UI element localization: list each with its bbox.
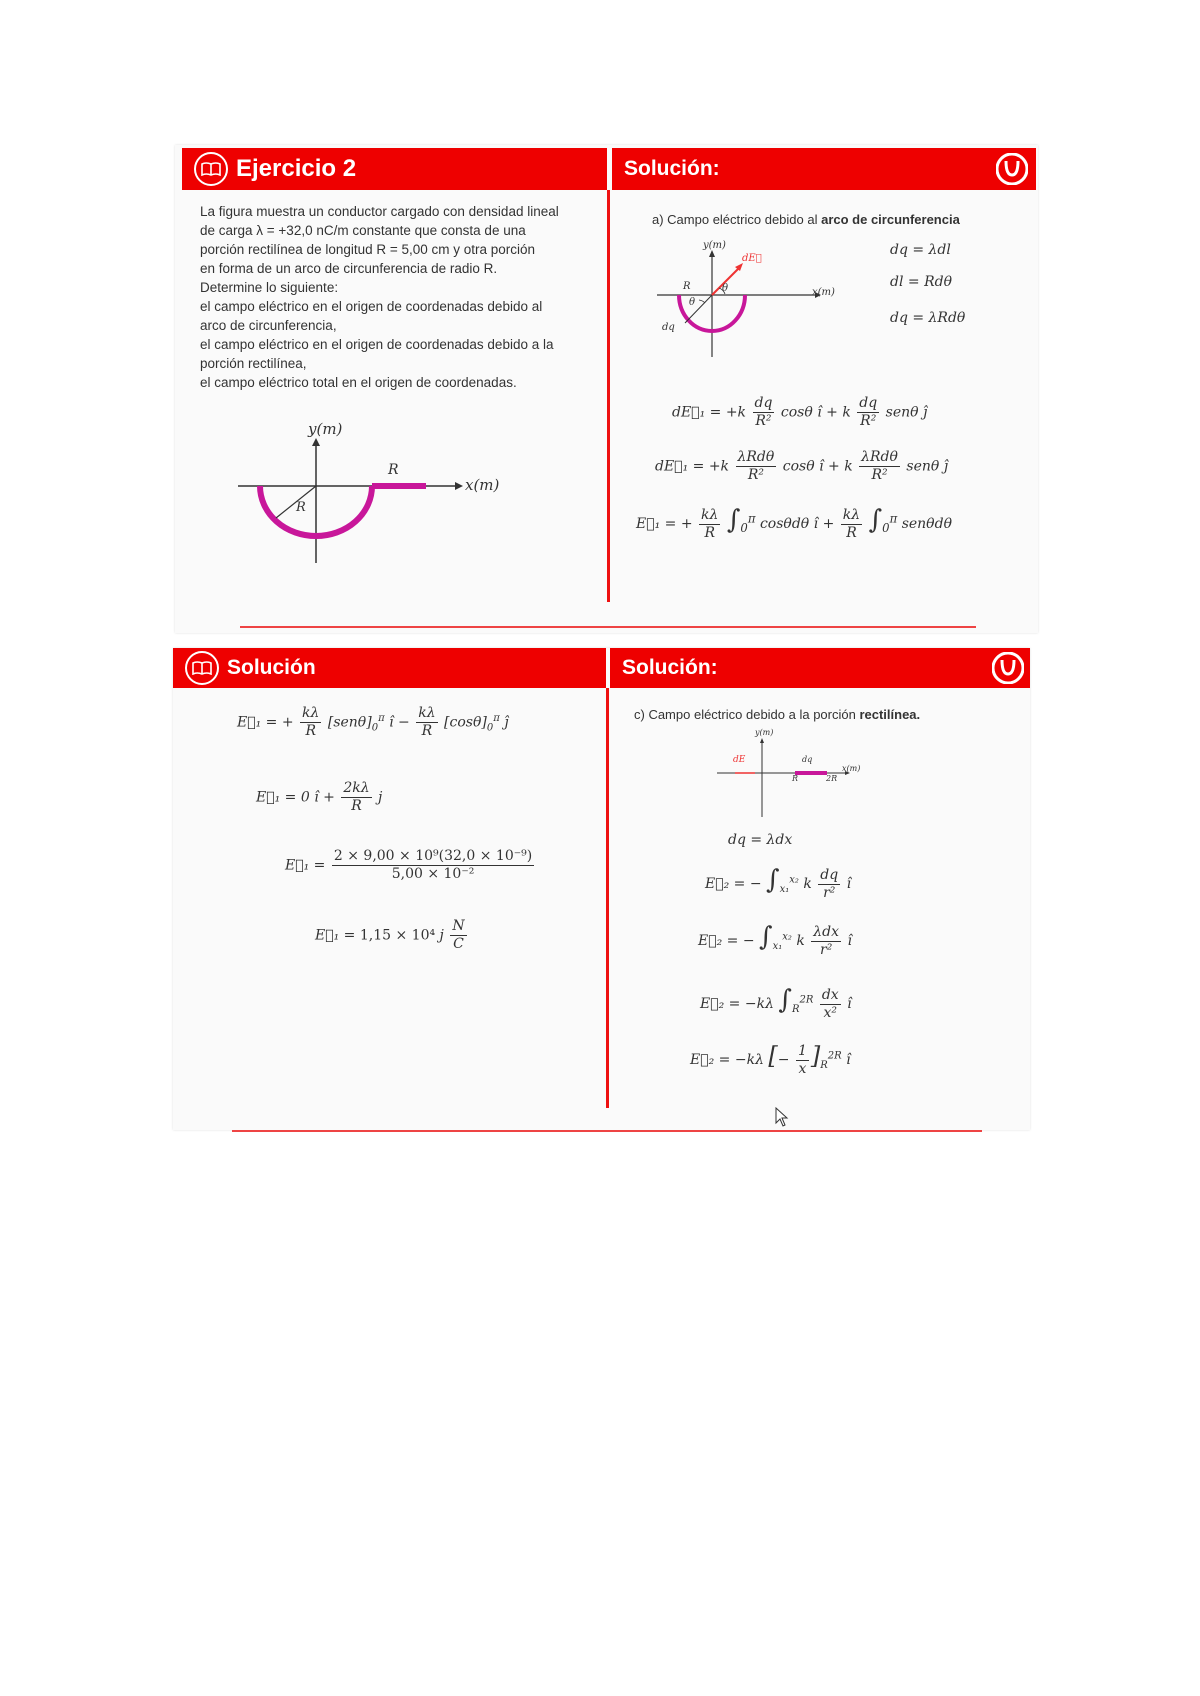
fig-xlabel: x(m) bbox=[465, 476, 500, 494]
eq-E1-numeric: E⃗₁ = $\frac{\text{2 × 9,00 × 10⁹(32,0 × 10⁻⁹)}}{\text{5,00 × 10⁻²}}$ bbox=[285, 848, 533, 882]
slide1-bottom-line bbox=[240, 626, 976, 628]
eq-dq-lambda-dl: dq = λdl bbox=[890, 242, 951, 258]
upc-logo-icon bbox=[992, 652, 1024, 684]
part-c-heading bbox=[634, 705, 920, 724]
sfig-xlabel: x(m) bbox=[812, 287, 835, 298]
cfig-R: R bbox=[792, 774, 799, 783]
cfig-2R: 2R bbox=[826, 774, 838, 783]
problem-line: porción rectilínea de longitud R = 5,00 cm y otra porción bbox=[200, 242, 536, 257]
fig-R-inner: R bbox=[296, 500, 306, 515]
book-icon bbox=[185, 651, 219, 685]
fig-ylabel: y(m) bbox=[308, 420, 343, 438]
slide1-right-header bbox=[612, 148, 1036, 190]
problem-line: en forma de un arco de circunferencia de radio R. bbox=[200, 261, 498, 276]
slide2-left-header bbox=[173, 648, 606, 688]
problem-text bbox=[200, 202, 600, 392]
cfig-xlabel: x(m) bbox=[842, 764, 861, 773]
eq-dE1-rd: dE⃗₁ = +k $\frac{\text{λRdθ}}{\text{R²}}$ cosθ î + k $\frac{\text{λRdθ}}{\text{R²}}$ senθ ĵ bbox=[655, 449, 949, 483]
sfig-dE: dE⃗ bbox=[742, 253, 762, 264]
cfig-ylabel: y(m) bbox=[755, 728, 774, 737]
eq-E1-result: E⃗₁ = 1,15 × 10⁴ j $\frac{N}{C}$ bbox=[315, 918, 465, 952]
slide1-divider bbox=[607, 190, 610, 602]
eq-E1-simplified: E⃗₁ = 0 î + $\frac{2k\lambda}{R}$ j bbox=[256, 780, 383, 814]
sfig-theta-2: θ bbox=[689, 297, 696, 308]
slide2-divider bbox=[606, 688, 609, 1108]
part-c-bold: rectilínea. bbox=[859, 707, 921, 722]
slide2-right-header bbox=[610, 648, 1030, 688]
problem-line: La figura muestra un conductor cargado con densidad lineal bbox=[200, 204, 559, 219]
solution-figure bbox=[655, 245, 825, 360]
sfig-dq: dq bbox=[662, 322, 675, 333]
eq-E1-integral: E⃗₁ = + $\frac{k\lambda}{R}$ $\int_0^\pi$ cosθdθ î + $\frac{k\lambda}{R}$ $\int_0^\pi$ senθdθ bbox=[636, 505, 953, 541]
problem-line: el campo eléctrico en el origen de coordenadas debido a la bbox=[200, 337, 554, 352]
problem-line: Determine lo siguiente: bbox=[200, 280, 339, 295]
slide1-left-title: Ejercicio 2 bbox=[236, 155, 357, 182]
part-a-heading bbox=[652, 210, 960, 229]
sfig-R: R bbox=[683, 281, 691, 292]
eq-dE1-dq: dE⃗₁ = +k $\frac{dq}{\text{R²}}$ cosθ î + k $\frac{dq}{\text{R²}}$ senθ ĵ bbox=[672, 395, 928, 429]
cfig-dE: dE bbox=[733, 755, 746, 765]
book-icon bbox=[194, 152, 228, 186]
eq-E2-bracket: E⃗₂ = −kλ [− $\frac{1}{x}$ ]$_R^{2R}$ î bbox=[690, 1042, 851, 1077]
upc-logo-icon bbox=[996, 153, 1028, 185]
slide2-bottom-line bbox=[232, 1130, 982, 1132]
eq-dq-lambda-R: dq = λRdθ bbox=[890, 310, 966, 326]
problem-line: el campo eléctrico total en el origen de coordenadas. bbox=[200, 375, 517, 390]
slide1-right-title: Solución: bbox=[624, 157, 720, 180]
mouse-cursor-icon bbox=[775, 1107, 789, 1127]
slide2-right-title: Solución: bbox=[622, 656, 718, 679]
problem-line: el campo eléctrico en el origen de coordenadas debido al bbox=[200, 299, 543, 314]
fig-R-top: R bbox=[388, 462, 399, 478]
eq-dq-lambda-dx: dq = λdx bbox=[728, 832, 793, 848]
part-a-prefix: a) Campo eléctrico debido al bbox=[652, 212, 822, 227]
slide2-left-title: Solución bbox=[227, 656, 316, 679]
sfig-ylabel: y(m) bbox=[703, 240, 726, 251]
part-a-bold: arco de circunferencia bbox=[821, 212, 960, 227]
eq-dl: dl = Rdθ bbox=[890, 274, 953, 290]
eq-E2-dq: E⃗₂ = − $\int_{x_1}^{x_2}$ k $\frac{dq}{\text{r²}}$ î bbox=[705, 865, 852, 901]
eq-E1-evaluated: E⃗₁ = + $\frac{k\lambda}{R}$ $[sen\theta]_0^\pi$ î − $\frac{k\lambda}{R}$ $[\cos\theta]_0^\pi$ ĵ bbox=[237, 705, 509, 739]
problem-line: arco de circunferencia, bbox=[200, 318, 337, 333]
cfig-dq: dq bbox=[802, 755, 813, 764]
sfig-theta-1: θ bbox=[722, 283, 729, 294]
part-c-figure bbox=[715, 735, 865, 820]
slide1-left-header bbox=[182, 148, 607, 190]
problem-line: de carga λ = +32,0 nC/m constante que consta de una bbox=[200, 223, 526, 238]
part-c-prefix: c) Campo eléctrico debido a la porción bbox=[634, 707, 860, 722]
eq-E2-lambda: E⃗₂ = − $\int_{x_1}^{x_2}$ k $\frac{\text{λdx}}{\text{r²}}$ î bbox=[698, 922, 852, 958]
problem-line: porción rectilínea, bbox=[200, 356, 307, 371]
eq-E2-R: E⃗₂ = −kλ $\int_R^{2R}$ $\frac{dx}{\text{x²}}$ î bbox=[700, 985, 852, 1021]
